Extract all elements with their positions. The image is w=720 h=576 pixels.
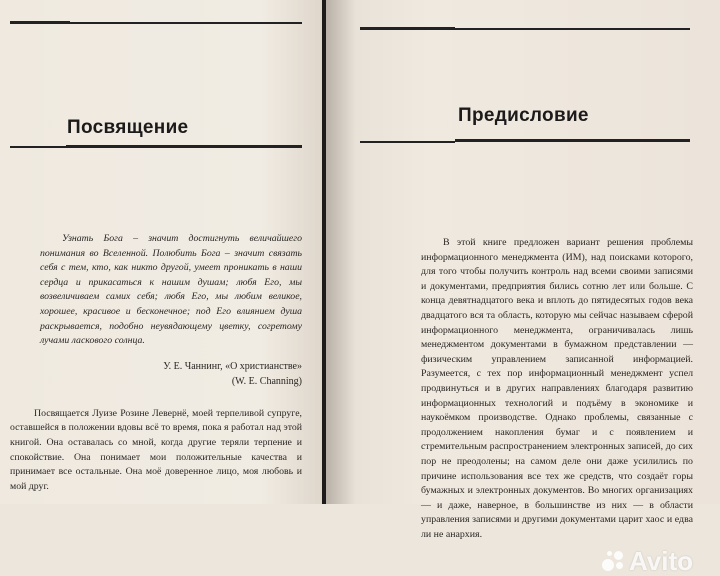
avito-watermark-row	[421, 546, 693, 576]
left-page-content	[10, 232, 302, 494]
top-rule-thin	[70, 22, 302, 24]
epigraph-attribution: У. Е. Чаннинг, «О христианстве»	[163, 360, 302, 372]
avito-logo-icon	[602, 549, 626, 573]
right-top-rule-thick	[360, 27, 455, 30]
gutter-shadow	[326, 0, 356, 504]
epigraph-attribution-block	[10, 359, 302, 389]
title-rule-thick	[66, 145, 302, 148]
top-rule-thick	[10, 21, 70, 24]
avito-watermark: Avito	[628, 546, 693, 576]
book-gutter	[322, 0, 326, 504]
epigraph-quote: Узнать Бога – значит достигнуть величайшего понимания во Вселенной. Полюбить Бога – значит связать себя с тем, кто, как никто другой, умеет проникать в наши сердца и прикасаться к нашим душам; любя Его, мы возвеличиваем самих себя; любя Его, мы любим великое, хорошее, красивое и бесконечное; под Его влиянием душа раскрывается, подобно неувядающему цветку, согретому лучами ласкового солнца.	[40, 233, 302, 347]
right-title-rule-thick	[455, 139, 690, 142]
right-top-rule-thin	[455, 28, 690, 30]
dedication-text: Посвящается Луизе Розине Левернё, моей терпеливой супруге, оставшейся в положении вдовы всё то время, пока я работал над этой книгой. Она оставалась со мной, когда другие теряли терпение и спокойствие. Она понимает мои положительные качества и принимает все остальные. Она моё доверенное лицо, моя любовь и мой друг.	[10, 407, 302, 492]
title-rule-thin	[10, 146, 66, 148]
preface-text: В этой книге предложен вариант решения проблемы информационного менеджмента (ИМ), над поисками которого, для того чтобы получить контроль над всеми своими записями и документами, предприятия бились сотню лет или больше. С конца девятнадцатого века и вплоть до пятидесятых годов века двадцатого вся та область, которую мы сейчас называем сферой информационного менеджмента, ограничивалась лишь менеджментом документами в бумажном представлении — физическим управлением записанной информацией. Разумеется, с тех пор информационный менеджмент успел продвинуться и в других направлениях благодаря развитию информационных технологий и подъёму в экономике и наукоёмком производстве. Однако проблемы, связанные с продолжением накопления бумаг и с появлением и стремительным распространением электронных записей, до сих пор не преодолены; на самом деле они даже усилились по причине использования все тех же средств, что создаёт горы бумажных и электронных документов. Во многих организациях — и даже, наверное, в большинстве из них — в области управления записями и другими документами царит хаос и едва ли не анархия.	[421, 237, 693, 540]
preface-title: Предисловие	[458, 105, 589, 126]
right-page-content	[421, 236, 693, 576]
epigraph-attribution-original: (W. E. Channing)	[231, 375, 302, 387]
right-title-rule-thin	[360, 141, 455, 143]
dedication-title: Посвящение	[67, 117, 189, 138]
